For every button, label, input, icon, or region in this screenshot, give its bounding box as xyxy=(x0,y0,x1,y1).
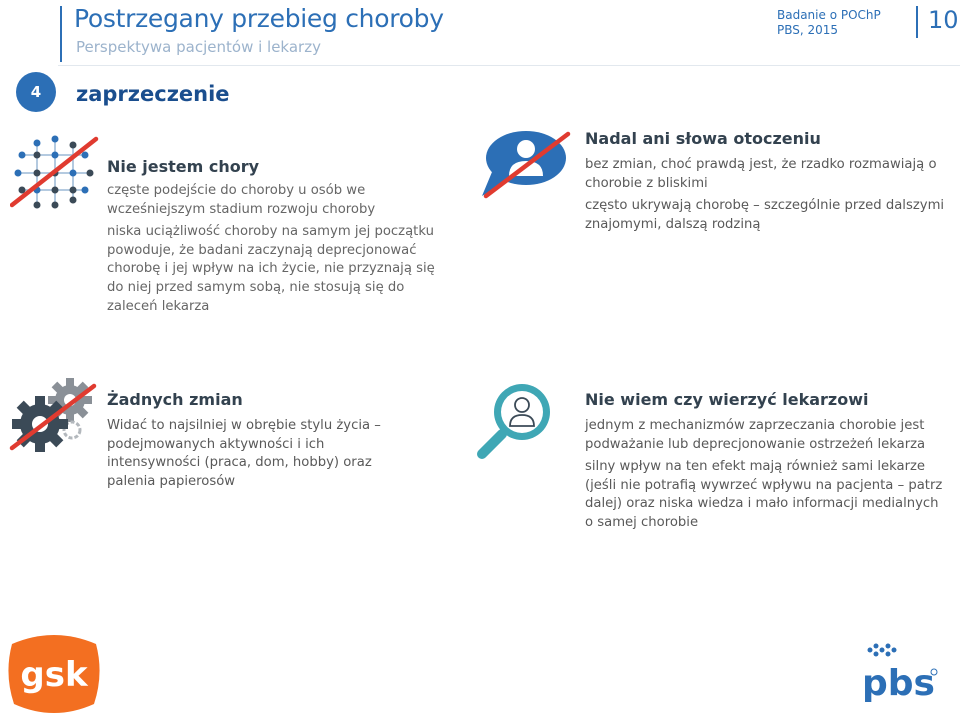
section-number-badge: 4 xyxy=(16,72,56,112)
magnifier-person-icon xyxy=(474,380,556,462)
header-divider xyxy=(58,65,960,66)
block-heading: Nie jestem chory xyxy=(107,157,260,176)
pbs-logo-text: pbs xyxy=(862,663,935,702)
block-heading: Żadnych zmian xyxy=(107,390,243,409)
header-accent-bar xyxy=(60,6,62,62)
source-label: Badanie o POChP xyxy=(777,8,881,22)
pbs-logo xyxy=(858,640,940,702)
block-paragraph: silny wpływ na ten efekt mają również sami lekarze (jeśli nie potrafią wywrzeć wpływu na pacjenta – patrz dalej) oraz niska wiedza i mało informacji medialnych o samej chorobie xyxy=(585,459,943,530)
block-paragraph: częste podejście do choroby u osób we wcześniejszym stadium rozwoju choroby xyxy=(107,183,376,217)
block-heading: Nie wiem czy wierzyć lekarzowi xyxy=(585,390,869,409)
speech-bubble-icon xyxy=(478,128,574,200)
network-icon xyxy=(10,135,100,215)
block-paragraph: niska uciążliwość choroby na samym jej początku powoduje, że badani zaczynają deprecjonować chorobę i jej wpływ na ich życie, nie przyznają się do niej przed samym sobą, nie stosują się do zaleceń lekarza xyxy=(107,224,435,314)
block-paragraph: bez zmian, choć prawdą jest, że rzadko rozmawiają o chorobie z bliskimi xyxy=(585,157,937,191)
block-heading: Nadal ani słowa otoczeniu xyxy=(585,129,821,148)
source-year: PBS, 2015 xyxy=(777,23,839,37)
block-zadnych-zmian xyxy=(107,390,407,491)
gears-icon xyxy=(8,378,100,458)
page-title: Postrzegany przebieg choroby xyxy=(74,4,444,33)
block-nie-jestem-chory xyxy=(107,157,452,316)
block-paragraph: Widać to najsilniej w obrębie stylu życia – podejmowanych aktywności i ich intensywności (praca, dom, hobby) oraz palenia papierosów xyxy=(107,418,381,489)
page-number-divider xyxy=(916,6,918,38)
block-paragraph: jednym z mechanizmów zaprzeczania chorobie jest podważanie lub deprecjonowanie ostrzeżeń lekarza xyxy=(585,418,926,452)
section-title: zaprzeczenie xyxy=(76,82,230,106)
page-subtitle: Perspektywa pacjentów i lekarzy xyxy=(76,38,321,56)
page-number: 10 xyxy=(928,6,959,34)
block-nie-wiem-czy-wierzyc xyxy=(585,390,945,533)
gsk-logo-text: gsk xyxy=(20,655,88,695)
block-paragraph: często ukrywają chorobę – szczególnie przed dalszymi znajomymi, dalszą rodziną xyxy=(585,198,945,232)
block-nadal-ani-slowa xyxy=(585,129,945,234)
gsk-logo xyxy=(4,630,104,716)
